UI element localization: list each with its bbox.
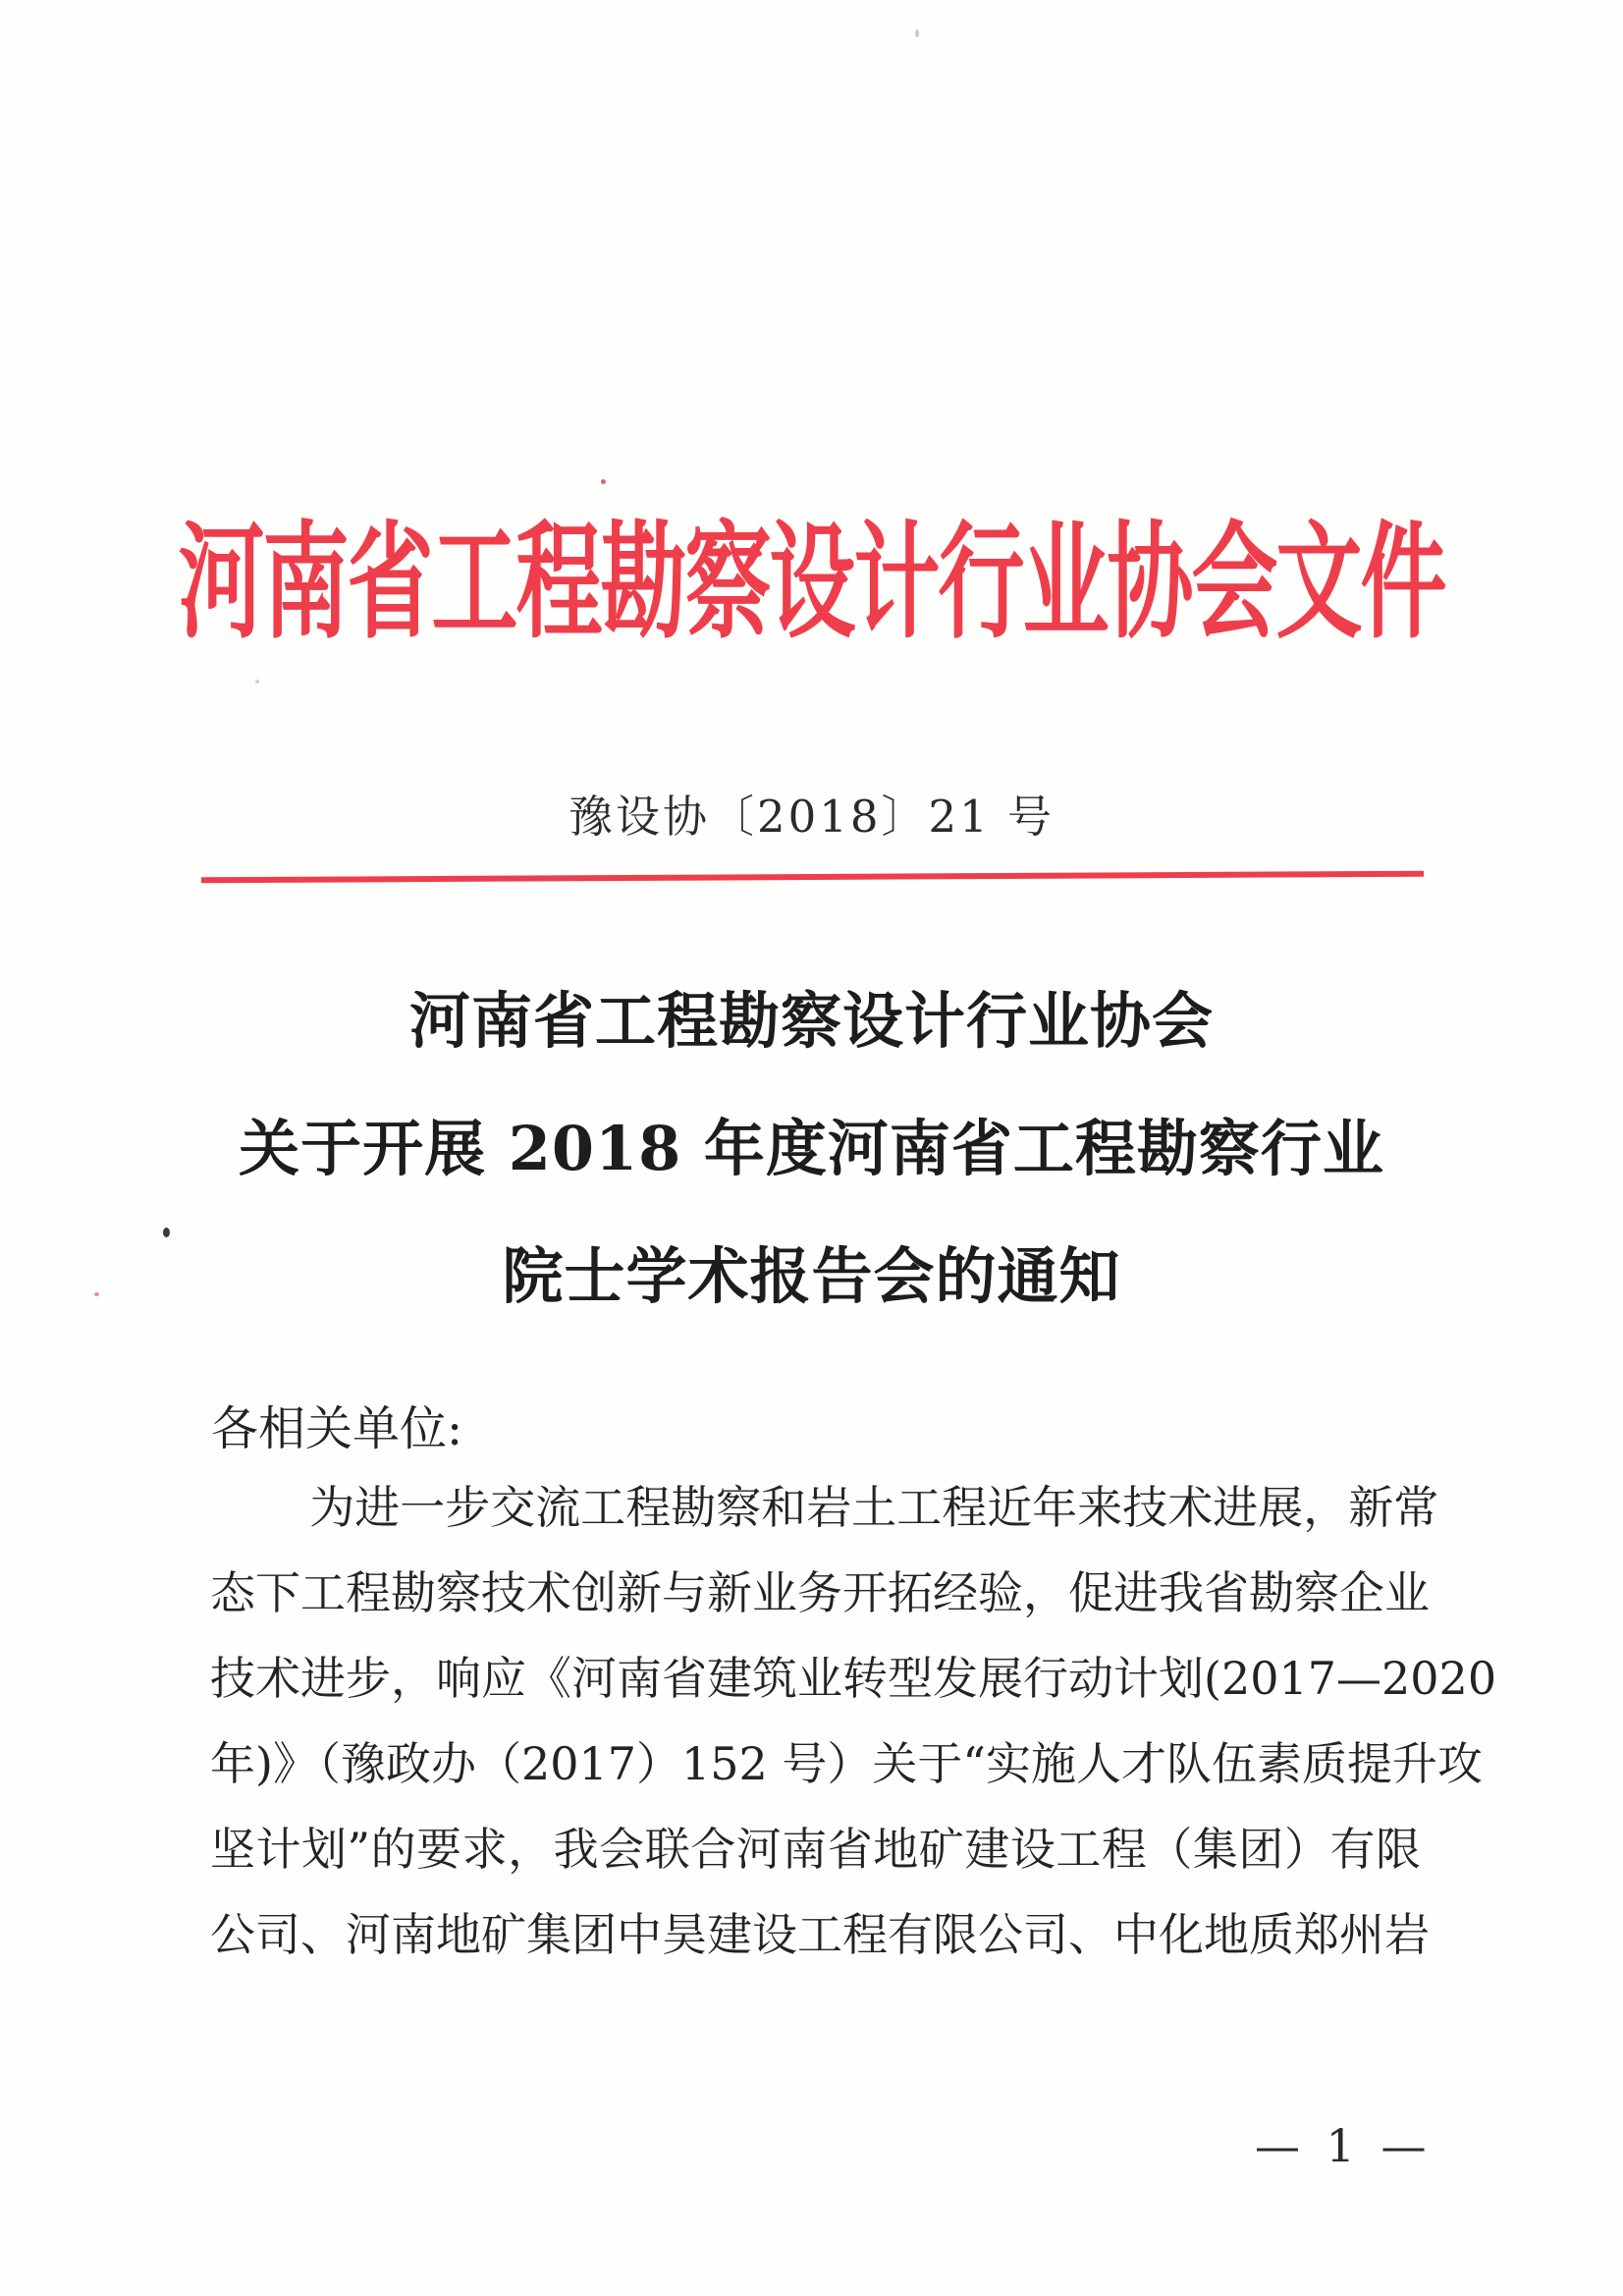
- scan-speck: [163, 1228, 170, 1237]
- body-line-3: 技术进步，响应《河南省建筑业转型发展行动计划(2017—2020: [210, 1652, 1497, 1705]
- body-line-5: 坚计划”的要求，我会联合河南省地矿建设工程（集团）有限: [210, 1823, 1421, 1876]
- body-paragraph: [210, 1465, 1497, 1978]
- scan-speck: [915, 29, 919, 37]
- body-line-2: 态下工程勘察技术创新与新业务开拓经验，促进我省勘察企业: [210, 1566, 1430, 1619]
- scan-speck: [255, 680, 259, 683]
- notice-title-line-2: 关于开展 2018 年度河南省工程勘察行业: [239, 1113, 1384, 1184]
- page-number: — 1 —: [1255, 2119, 1433, 2172]
- scan-speck: [94, 1292, 99, 1296]
- notice-title: [0, 957, 1623, 1340]
- salutation: 各相关单位:: [211, 1401, 463, 1456]
- body-line-6: 公司、河南地矿集团中昊建设工程有限公司、中化地质郑州岩: [210, 1908, 1430, 1961]
- body-line-1: 为进一步交流工程勘察和岩土工程近年来技术进展，新常: [309, 1481, 1439, 1534]
- letterhead-title: 河南省工程勘察设计行业协会文件: [178, 507, 1445, 656]
- notice-title-line-3: 院士学术报告会的通知: [502, 1240, 1121, 1312]
- body-line-4: 年)》（豫政办（2017）152 号）关于“实施人才队伍素质提升攻: [210, 1737, 1483, 1790]
- red-divider-line: [201, 871, 1424, 884]
- document-reference-number: 豫设协〔2018〕21 号: [568, 791, 1055, 843]
- letterhead-banner: [0, 507, 1623, 656]
- notice-title-line-1: 河南省工程勘察设计行业协会: [408, 985, 1214, 1057]
- scan-speck: [601, 479, 606, 484]
